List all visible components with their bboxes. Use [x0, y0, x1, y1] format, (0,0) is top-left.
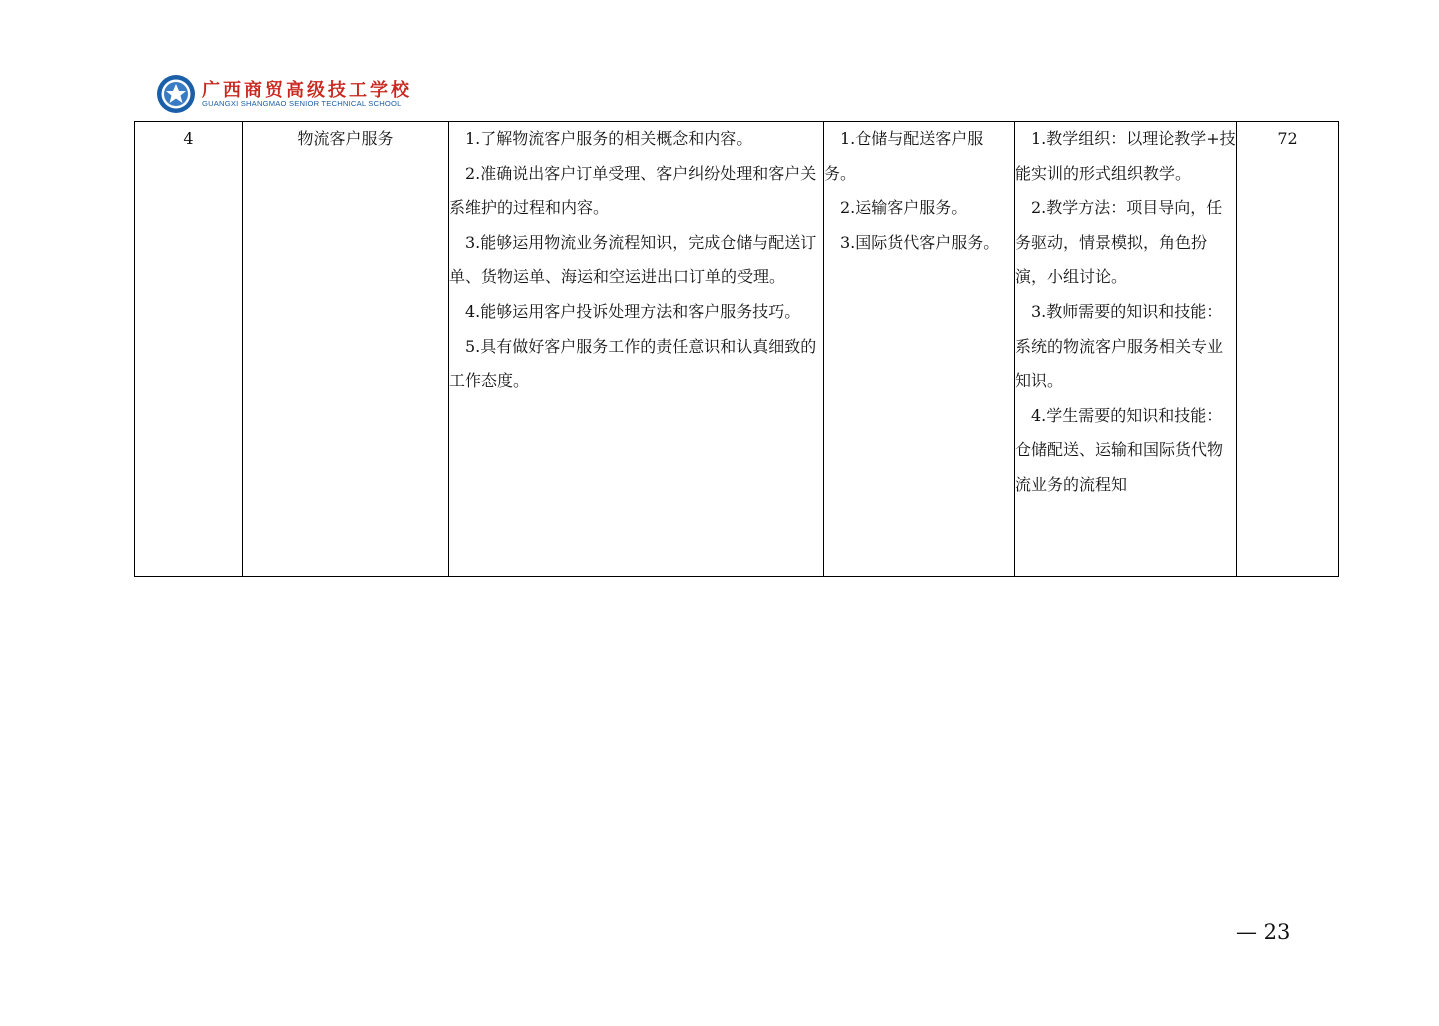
contents-cell: [824, 122, 1015, 577]
objective-item: 3.能够运用物流业务流程知识，完成仓储与配送订单、货物运单、海运和空运进出口订单的受理。: [449, 232, 817, 287]
content-item: 3.国际货代客户服务。: [840, 232, 1000, 252]
school-emblem-icon: [156, 74, 196, 114]
teaching-cell: [1015, 122, 1237, 577]
objective-item: 4.能够运用客户投诉处理方法和客户服务技巧。: [465, 301, 801, 321]
objective-item: 1.了解物流客户服务的相关概念和内容。: [465, 129, 753, 148]
teaching-item: 3.教师需要的知识和技能：系统的物流客户服务相关专业知识。: [1015, 301, 1224, 391]
course-hours: 72: [1237, 122, 1339, 577]
course-name: 物流客户服务: [243, 122, 449, 577]
objective-item: 2.准确说出客户订单受理、客户纠纷处理和客户关系维护的过程和内容。: [449, 163, 817, 218]
teaching-item: 2.教学方法：项目导向，任务驱动，情景模拟，角色扮演，小组讨论。: [1015, 198, 1223, 287]
page-number: — 23: [1236, 920, 1291, 944]
school-logo: [156, 74, 416, 114]
content-item: 1.仓储与配送客户服务。: [824, 129, 984, 183]
course-table: [134, 121, 1339, 577]
teaching-item: 4.学生需要的知识和技能：仓储配送、运输和国际货代物流业务的流程知: [1015, 405, 1224, 494]
school-name-cn: 广西商贸高级技工学校: [202, 80, 412, 101]
content-item: 2.运输客户服务。: [840, 198, 968, 218]
objective-item: 5.具有做好客户服务工作的责任意识和认真细致的工作态度。: [449, 336, 817, 391]
school-name-en: GUANGXI SHANGMAO SENIOR TECHNICAL SCHOOL: [202, 99, 402, 108]
row-index: 4: [135, 122, 243, 577]
table-row: [135, 122, 1339, 577]
teaching-item: 1.教学组织：以理论教学+技能实训的形式组织教学。: [1015, 129, 1236, 183]
objectives-cell: [449, 122, 824, 577]
